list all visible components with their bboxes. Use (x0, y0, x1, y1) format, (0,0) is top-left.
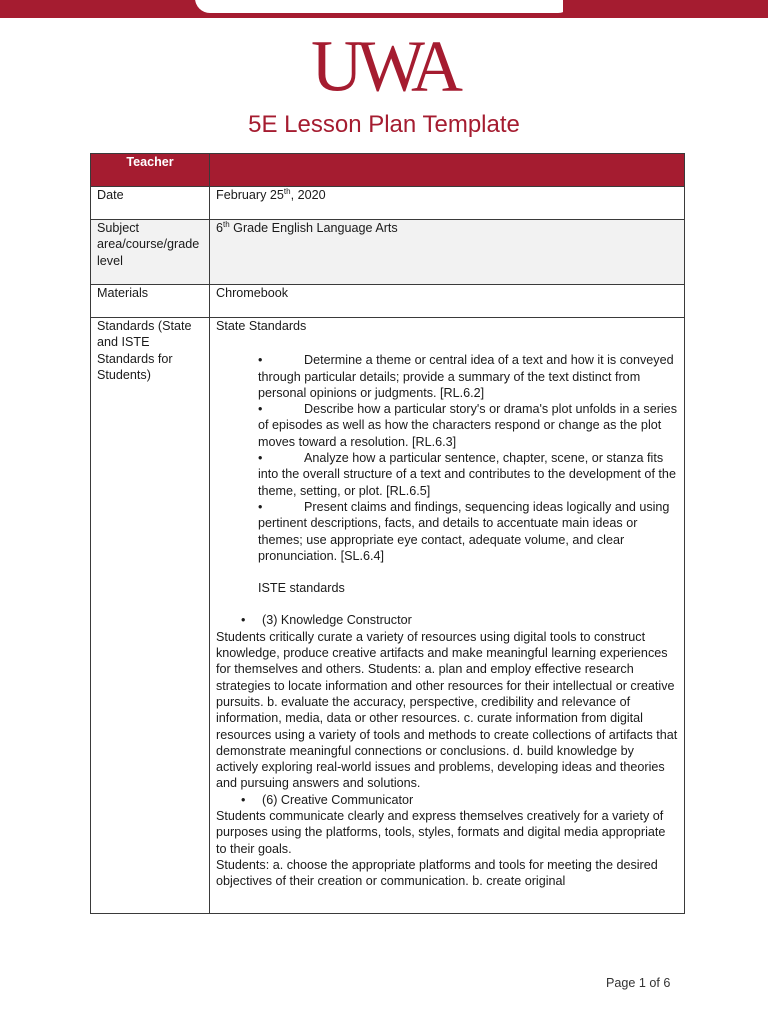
band-left (0, 0, 205, 18)
teacher-label: Teacher (91, 154, 210, 187)
teacher-row (91, 154, 685, 187)
date-year: , 2020 (290, 188, 326, 202)
band-notch (195, 0, 573, 13)
list-item (258, 499, 678, 564)
standards-value (210, 318, 685, 914)
state-standard-text: Determine a theme or central idea of a text and how it is conveyed through particular details; provide a summary of the text distinct from personal opinions or judgments. [RL.6.2] (258, 353, 674, 400)
page-number: Page 1 of 6 (606, 976, 671, 990)
date-day: February 25 (216, 188, 284, 202)
lesson-plan-table (90, 153, 685, 914)
date-label: Date (91, 187, 210, 220)
materials-label: Materials (91, 285, 210, 318)
band-right (563, 0, 768, 18)
standards-label: Standards (State and ISTE Standards for Students) (91, 318, 210, 914)
bullet-icon: • (258, 402, 263, 417)
iste-2-text-b: Students: a. choose the appropriate platforms and tools for meeting the desired objectives of their creation or communication. b. create original (216, 857, 658, 889)
date-sup: th (283, 187, 291, 196)
iste-heading: ISTE standards (258, 581, 345, 596)
uwa-logo: UWA (311, 25, 457, 107)
iste-1-title: (3) Knowledge Constructor (262, 613, 412, 628)
list-item (258, 450, 678, 499)
subject-value (210, 220, 685, 285)
subject-sup: th (223, 220, 230, 229)
subject-rest: Grade English Language Arts (229, 221, 398, 235)
subject-grade-number: 6 (216, 221, 224, 235)
state-standard-text: Describe how a particular story's or drama's plot unfolds in a series of episodes as well as how the characters respond or change as the plot moves toward a resolution. [RL.6.3] (258, 402, 677, 449)
state-standards-heading: State Standards (216, 319, 307, 333)
teacher-value (210, 154, 685, 187)
bullet-icon: • (258, 451, 263, 466)
date-value (210, 187, 685, 220)
state-standard-text: Analyze how a particular sentence, chapter, scene, or stanza fits into the overall structure of a text and contributes to the development of the theme, setting, or plot. [RL.6.5] (258, 451, 676, 498)
materials-value: Chromebook (210, 285, 685, 318)
date-row (91, 187, 685, 220)
bullet-icon: • (258, 353, 263, 368)
materials-row (91, 285, 685, 318)
state-standard-text: Present claims and findings, sequencing ideas logically and using pertinent descriptions, facts, and details to accentuate main ideas or themes; use appropriate eye contact, adequate volume, and clear pronunciation. [SL.6.4] (258, 499, 670, 563)
bullet-icon: • (241, 613, 246, 628)
subject-label: Subject area/course/grade level (91, 220, 210, 285)
iste-item-creative-communicator (216, 792, 678, 808)
top-decorative-band (0, 0, 768, 18)
iste-2-title: (6) Creative Communicator (262, 792, 414, 807)
state-standards-list (216, 352, 678, 564)
iste-item-knowledge-constructor (216, 612, 678, 628)
iste-1-text: Students critically curate a variety of resources using digital tools to construct knowledge, produce creative artifacts and make meaningful learning experiences for themselves and others. Students: a. plan and employ effective research strategies to locate information and other resources for their intellectual or creative pursuits. b. evaluate the accuracy, perspective, credibility and relevance of information, media, data or other resources. c. curate information from digital resources using a variety of tools and methods to create collections of artifacts that demonstrate meaningful connections or conclusions. d. build knowledge by actively exploring real-world issues and problems, developing ideas and theories and pursuing answers and solutions. (216, 629, 678, 791)
list-item (258, 401, 678, 450)
bullet-icon: • (258, 499, 263, 514)
subject-row (91, 220, 685, 285)
standards-row (91, 318, 685, 914)
bullet-icon: • (241, 792, 246, 807)
page-title: 5E Lesson Plan Template (248, 111, 520, 138)
list-item (258, 352, 678, 401)
iste-2-text: Students communicate clearly and express themselves creatively for a variety of purposes using the platforms, tools, styles, formats and digital media appropriate to their goals. (216, 809, 666, 856)
